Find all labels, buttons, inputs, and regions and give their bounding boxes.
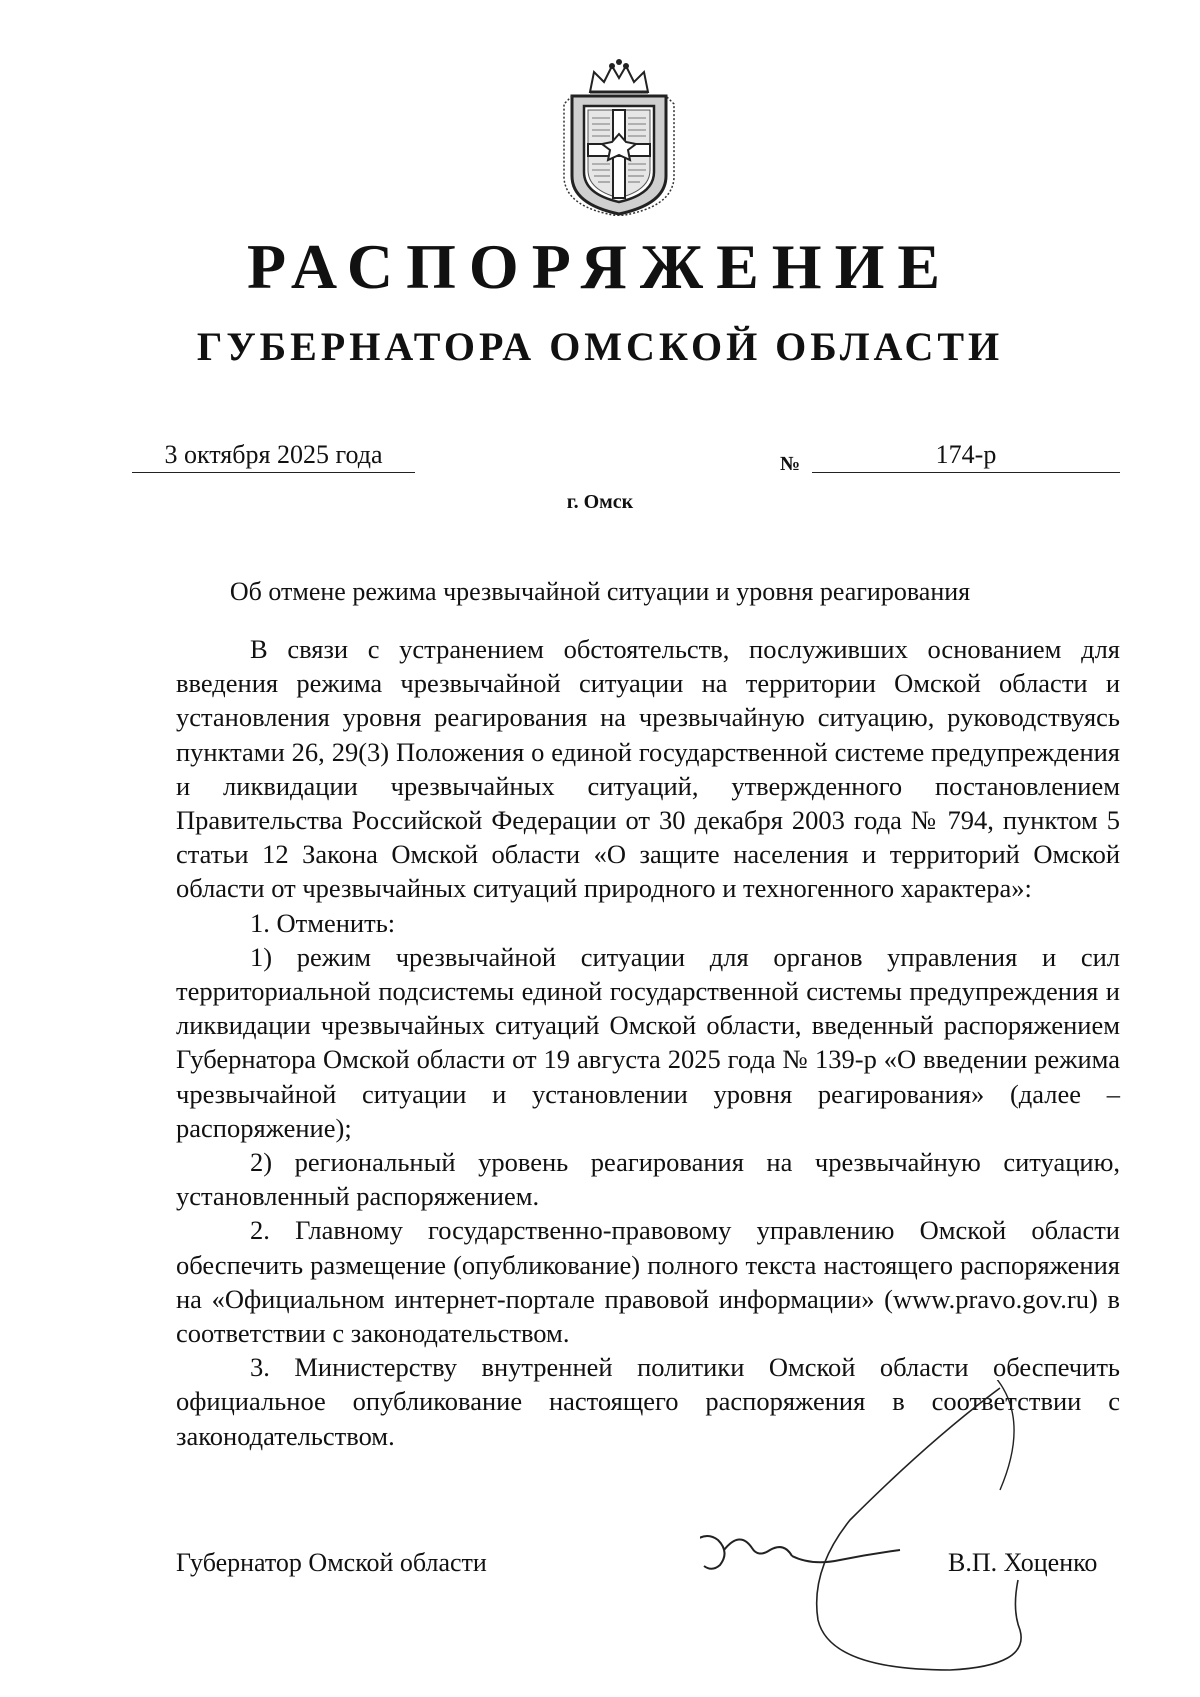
document-title: РАСПОРЯЖЕНИЕ [246, 231, 954, 302]
paragraph-item-3: 3. Министерству внутренней политики Омской области обеспечить официальное опубликование настоящего распоряжения в соответствии с законодательством. [176, 1352, 1120, 1451]
paragraph-item-1: 1. Отменить: [250, 907, 396, 938]
document-subject: Об отмене режима чрезвычайной ситуации и уровня реагирования [229, 577, 971, 606]
paragraph-item-2: 2. Главному государственно-правовому управлению Омской области обеспечить размещение (опубликование) полного текста настоящего распоряжения на «Официальном интернет-портале правовой информации» (www.pravo.gov.ru) в соответствии с законодательством. [176, 1215, 1120, 1349]
signer-position: Губернатор Омской области [176, 1548, 487, 1577]
document-city: г. Омск [566, 491, 634, 513]
paragraph-item-1-2: 2) региональный уровень реагирования на чрезвычайную ситуацию, установленный распоряжением. [176, 1147, 1120, 1212]
coat-of-arms-icon [560, 58, 678, 216]
number-label: № [780, 453, 801, 475]
document-date: 3 октября 2025 года [132, 440, 415, 473]
document-body [176, 632, 1120, 1453]
paragraph-item-1-1: 1) режим чрезвычайной ситуации для органов управления и сил территориальной подсистемы единой государственной системы предупреждения и ликвидации чрезвычайных ситуаций Омской области, введенный распоряжением Губернатора Омской области от 19 августа 2025 года № 139-р «О введении режима чрезвычайной ситуации и установлении уровня реагирования» (далее – распоряжение); [176, 941, 1120, 1143]
document-number: 174-р [812, 440, 1120, 473]
signature-icon [700, 1380, 1120, 1680]
document-subtitle: ГУБЕРНАТОРА ОМСКОЙ ОБЛАСТИ [196, 324, 1004, 369]
paragraph-preamble: В связи с устранением обстоятельств, послуживших основанием для введения режима чрезвычайной ситуации на территории Омской области и установления уровня реагирования на чрезвычайную ситуацию, руководствуясь пунктами 26, 29(3) Положения о единой государственной системе предупреждения и ликвидации чрезвычайных ситуаций, утвержденного постановлением Правительства Российской Федерации от 30 декабря 2003 года № 794, пунктом 5 статьи 12 Закона Омской области «О защите населения и территорий Омской области от чрезвычайных ситуаций природного и техногенного характера»: [176, 634, 1120, 904]
signer-name: В.П. Хоценко [948, 1548, 1098, 1577]
